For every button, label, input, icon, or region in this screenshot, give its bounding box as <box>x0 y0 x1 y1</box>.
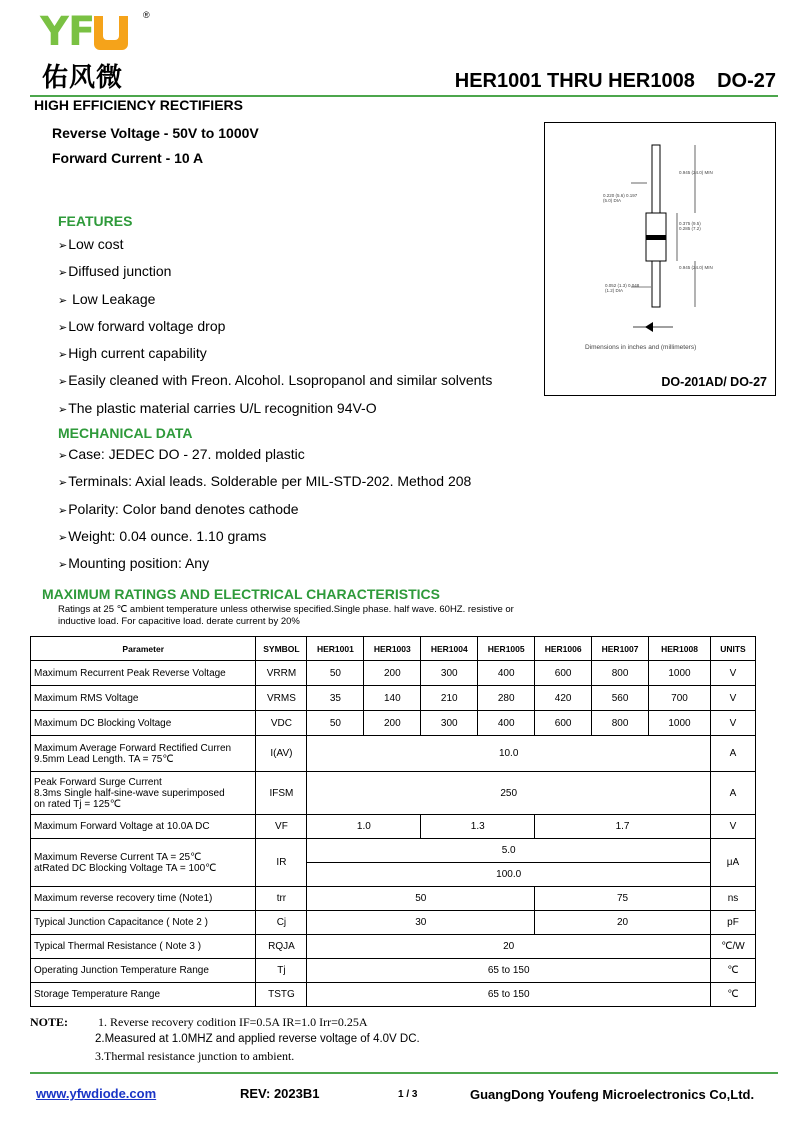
list-item: ➢Terminals: Axial leads. Solderable per MIL-STD-202. Method 208 <box>58 473 472 490</box>
column-header: HER1004 <box>421 637 478 661</box>
note-1: 1. Reverse recovery codition IF=0.5A IR=1.0 Irr=0.25A <box>98 1015 368 1029</box>
footer-divider <box>30 1072 778 1074</box>
list-item: ➢Diffused junction <box>58 263 172 280</box>
column-header: HER1008 <box>649 637 711 661</box>
list-item: ➢Low forward voltage drop <box>58 317 226 334</box>
table-row: Peak Forward Surge Current 8.3ms Single half-sine-wave superimposed on rated Tj = 125℃ IFSM 250 A <box>31 772 756 815</box>
list-item: ➢Case: JEDEC DO - 27. molded plastic <box>58 446 305 462</box>
ratings-heading: MAXIMUM RATINGS AND ELECTRICAL CHARACTERISTICS <box>42 586 440 602</box>
ratings-table <box>30 636 756 1007</box>
list-item: ➢Polarity: Color band denotes cathode <box>58 500 299 517</box>
table-row: Typical Thermal Resistance ( Note 3 ) RQJA 20 ℃/W <box>31 935 756 959</box>
dim-body-dia: 0.052 (1.3) 0.048 (1.2) DIA <box>605 283 640 293</box>
table-row: Maximum Recurrent Peak Reverse Voltage VRRM 50 200 300 400 600 800 1000 V <box>31 661 756 686</box>
list-item: ➢The plastic material carries U/L recognition 94V-O <box>58 399 377 416</box>
logo-chinese: 佑风微 <box>42 63 124 93</box>
forward-current-spec: Forward Current - 10 A <box>52 150 204 166</box>
arrow-bullet-icon: ➢ <box>58 376 68 389</box>
dim-body-length: 0.375 (9.5) 0.285 (7.2) <box>679 221 701 231</box>
arrow-bullet-icon: ➢ <box>58 403 68 416</box>
dim-lead-top: 0.945 (24.0) MIN <box>679 170 713 175</box>
column-header: HER1006 <box>535 637 592 661</box>
note-3: 3.Thermal resistance junction to ambient. <box>95 1049 295 1063</box>
company-logo: YF <box>40 12 128 52</box>
package-outline-drawing <box>545 123 774 338</box>
table-row: Maximum Forward Voltage at 10.0A DC VF 1.0 1.3 1.7 V <box>31 815 756 839</box>
registered-mark: ® <box>143 10 150 20</box>
arrow-bullet-icon: ➢ <box>58 559 68 572</box>
table-row: Storage Temperature Range TSTG 65 to 150 ℃ <box>31 983 756 1007</box>
arrow-bullet-icon: ➢ <box>58 450 68 462</box>
arrow-bullet-icon: ➢ <box>58 349 68 362</box>
note-2: 2.Measured at 1.0MHZ and applied reverse voltage of 4.0V DC. <box>95 1033 420 1045</box>
arrow-bullet-icon: ➢ <box>58 531 68 544</box>
table-row: Operating Junction Temperature Range Tj 65 to 150 ℃ <box>31 959 756 983</box>
table-row: Typical Junction Capacitance ( Note 2 ) Cj 30 20 pF <box>31 911 756 935</box>
table-row: Maximum reverse recovery time (Note1) trr 50 75 ns <box>31 887 756 911</box>
arrow-bullet-icon: ➢ <box>58 504 68 517</box>
list-item: ➢Mounting position: Any <box>58 555 210 572</box>
page-number: 1 / 3 <box>398 1089 418 1100</box>
company-name: GuangDong Youfeng Microelectronics Co,Ltd. <box>470 1087 755 1102</box>
package-label: DO-201AD/ DO-27 <box>661 375 767 389</box>
list-item: ➢Easily cleaned with Freon. Alcohol. Lsopropanol and similar solvents <box>58 372 493 389</box>
features-heading: FEATURES <box>58 213 133 229</box>
mechanical-heading: MECHANICAL DATA <box>58 425 193 441</box>
list-item: ➢Low cost <box>58 236 124 252</box>
column-header: HER1005 <box>478 637 535 661</box>
column-header: HER1007 <box>592 637 649 661</box>
mechanical-list <box>58 442 471 578</box>
list-item: ➢High current capability <box>58 345 207 362</box>
features-list <box>58 232 492 423</box>
arrow-bullet-icon: ➢ <box>58 240 68 252</box>
table-row: Maximum RMS Voltage VRMS 35 140 210 280 420 560 700 V <box>31 686 756 711</box>
dim-lead-bottom: 0.945 (24.0) MIN <box>679 265 713 270</box>
list-item: ➢Weight: 0.04 ounce. 1.10 grams <box>58 527 267 544</box>
column-header: UNITS <box>710 637 755 661</box>
table-row: Maximum Reverse Current TA = 25℃ atRated DC Blocking Voltage TA = 100℃ IR 5.0 μA <box>31 839 756 863</box>
list-item: ➢ Low Leakage <box>58 290 156 307</box>
column-header: HER1003 <box>364 637 421 661</box>
column-header: Parameter <box>31 637 256 661</box>
section-title: HIGH EFFICIENCY RECTIFIERS <box>34 97 243 113</box>
ratings-note: Ratings at 25 ℃ ambient temperature unless otherwise specified.Single phase. half wave. 60HZ. resistive or inductive load. For capacitive load. derate current by 20% <box>58 604 514 627</box>
package-diagram-box <box>544 122 776 396</box>
table-header-row <box>31 637 756 661</box>
arrow-bullet-icon: ➢ <box>58 321 68 334</box>
document-title: HER1001 THRU HER1008 DO-27 <box>454 70 776 92</box>
table-row: Maximum DC Blocking Voltage VDC 50 200 300 400 600 800 1000 V <box>31 711 756 736</box>
notes-label: NOTE: <box>30 1015 69 1029</box>
table-row: Maximum Average Forward Rectified Curren 9.5mm Lead Length. TA = 75℃ I(AV) 10.0 A <box>31 736 756 772</box>
website-link[interactable]: www.yfwdiode.com <box>36 1086 157 1101</box>
column-header: SYMBOL <box>256 637 307 661</box>
arrow-bullet-icon: ➢ <box>58 477 68 490</box>
arrow-bullet-icon: ➢ <box>58 267 68 280</box>
dim-lead-dia: 0.220 (5.6) 0.197 (5.0) DIA <box>603 193 638 203</box>
column-header: HER1001 <box>307 637 364 661</box>
reverse-voltage-spec: Reverse Voltage - 50V to 1000V <box>52 125 259 141</box>
arrow-bullet-icon: ➢ <box>58 294 68 307</box>
diagram-caption: Dimensions in inches and (millimeters) <box>585 344 697 351</box>
table-row: 100.0 <box>31 863 756 887</box>
revision-label: REV: 2023B1 <box>240 1086 320 1101</box>
